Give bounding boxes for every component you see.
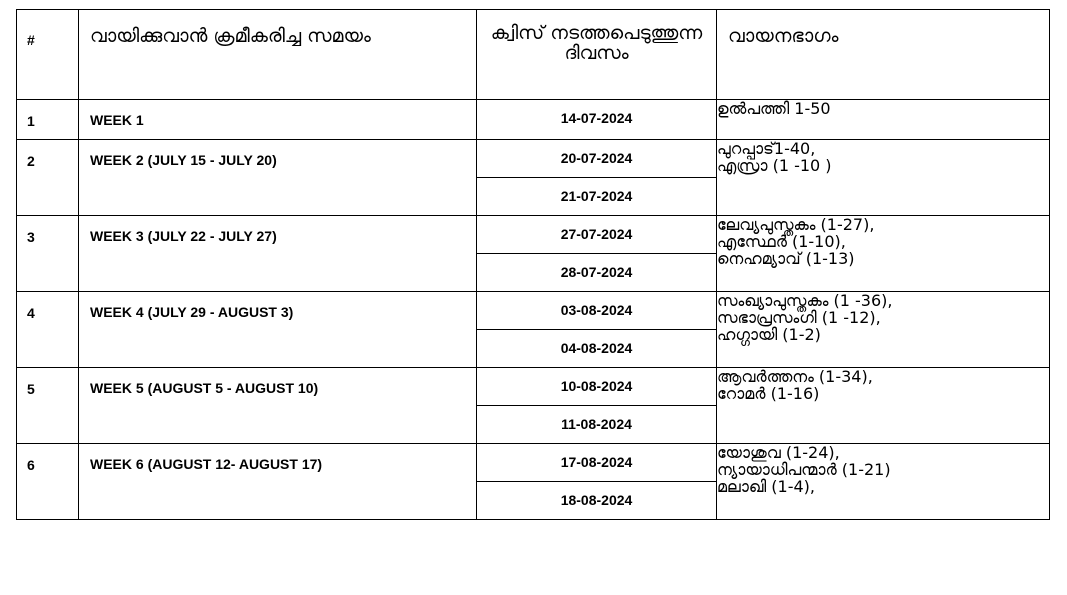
row-date: 10-08-2024: [477, 368, 717, 406]
row-date: 27-07-2024: [477, 216, 717, 254]
table-row: [17, 292, 1050, 330]
row-date: 03-08-2024: [477, 292, 717, 330]
row-num: 6: [17, 444, 79, 520]
table-row: [17, 368, 1050, 406]
table-row: [17, 100, 1050, 140]
reading-schedule-table: [16, 9, 1050, 520]
row-portion: യോശുവ (1-24), ന്യായാധിപന്മാർ (1-21) മലാഖി (1-4),: [717, 444, 1050, 520]
row-date: 04-08-2024: [477, 330, 717, 368]
row-date: 18-08-2024: [477, 482, 717, 520]
row-date: 28-07-2024: [477, 254, 717, 292]
row-week: WEEK 3 (JULY 22 - JULY 27): [79, 216, 477, 292]
header-portion: വായനഭാഗം: [717, 10, 1050, 100]
row-week: WEEK 2 (JULY 15 - JULY 20): [79, 140, 477, 216]
header-row: [17, 10, 1050, 100]
row-week: WEEK 5 (AUGUST 5 - AUGUST 10): [79, 368, 477, 444]
row-week: WEEK 6 (AUGUST 12- AUGUST 17): [79, 444, 477, 520]
header-schedule: വായിക്കുവാൻ ക്രമീകരിച്ച സമയം: [79, 10, 477, 100]
row-date: 20-07-2024: [477, 140, 717, 178]
row-portion: ലേവ്യപുസ്തകം (1-27), എസ്ഥേർ (1-10), നെഹമ്യാവ് (1-13): [717, 216, 1050, 292]
row-num: 1: [17, 100, 79, 140]
row-week: WEEK 1: [79, 100, 477, 140]
row-num: 5: [17, 368, 79, 444]
table-row: [17, 140, 1050, 178]
row-date: 17-08-2024: [477, 444, 717, 482]
row-portion: പുറപ്പാട്1-40, എസ്രാ (1 -10 ): [717, 140, 1050, 216]
header-num: #: [17, 10, 79, 100]
row-date: 14-07-2024: [477, 100, 717, 140]
table-row: [17, 444, 1050, 482]
row-num: 3: [17, 216, 79, 292]
row-portion: ആവർത്തനം (1-34), റോമർ (1-16): [717, 368, 1050, 444]
row-num: 2: [17, 140, 79, 216]
row-portion: സംഖ്യാപുസ്തകം (1 -36), സഭാപ്രസംഗി (1 -12), ഹഗ്ഗായി (1-2): [717, 292, 1050, 368]
table-row: [17, 216, 1050, 254]
row-date: 11-08-2024: [477, 406, 717, 444]
header-quiz-day: ക്വിസ് നടത്തപെടുത്തുന്ന ദിവസം: [477, 10, 717, 100]
row-portion: ഉൽപത്തി 1-50: [717, 100, 1050, 140]
row-num: 4: [17, 292, 79, 368]
row-date: 21-07-2024: [477, 178, 717, 216]
row-week: WEEK 4 (JULY 29 - AUGUST 3): [79, 292, 477, 368]
